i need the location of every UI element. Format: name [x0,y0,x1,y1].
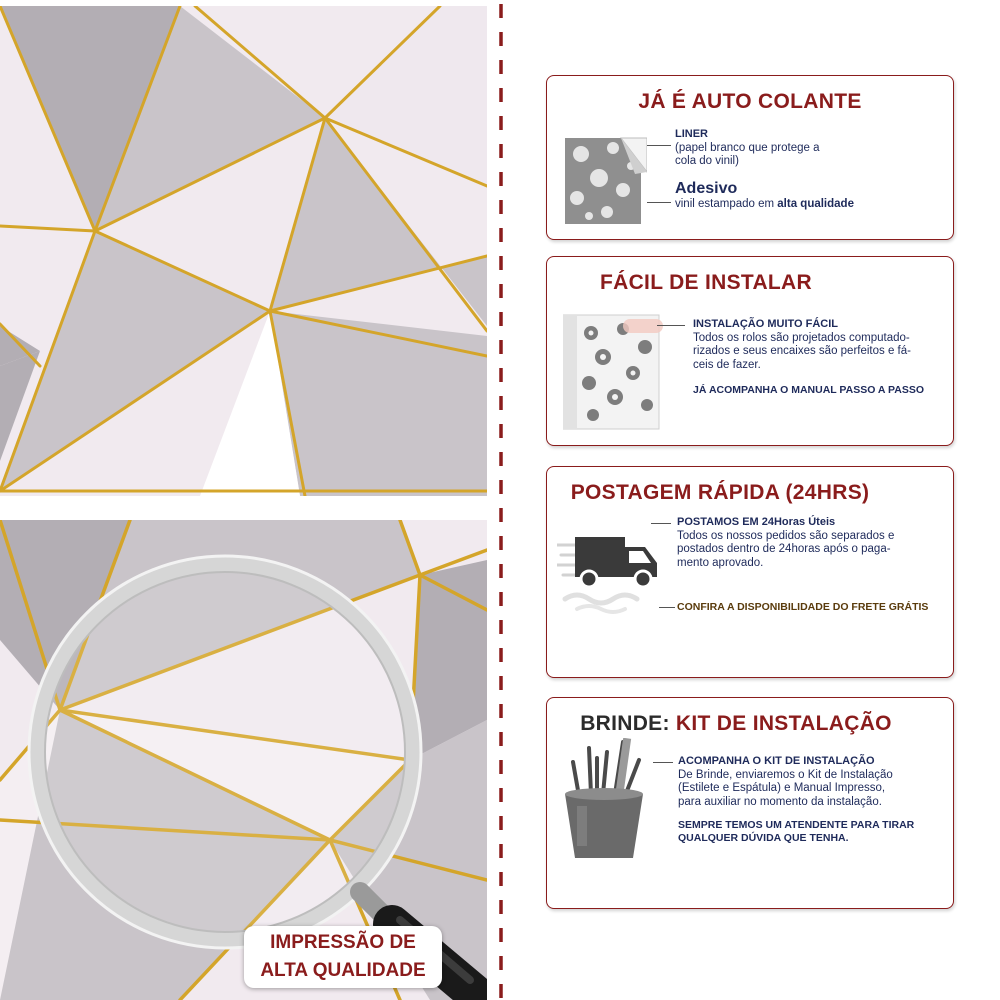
support-note-line: SEMPRE TEMOS UM ATENDENTE PARA TIRAR [678,819,915,831]
kit-title: ACOMPANHA O KIT DE INSTALAÇÃO [678,755,875,767]
card-self-adhesive [546,75,954,240]
dashed-divider [496,0,506,1000]
shipping-info [677,516,894,570]
wallpaper-roll-icon [563,313,667,431]
liner-info [675,128,820,169]
shipping-desc-line: Todos os nossos pedidos são separados e [677,529,895,542]
shipping-desc-line: postados dentro de 24horas após o paga- [677,543,891,555]
install-desc-line: ceis de fazer. [693,358,761,371]
card-title [533,712,939,736]
adhesive-info [675,179,854,212]
adhesive-desc-bold: alta qualidade [777,198,854,210]
liner-desc-line: (papel branco que protege a [675,141,820,154]
free-shipping-note: CONFIRA A DISPONIBILIDADE DO FRETE GRÁTIS [677,601,929,613]
adhesive-desc: vinil estampado em [675,198,778,210]
free-shipping-note-wrap [677,601,928,615]
card-installation-kit [546,697,954,909]
kit-desc-line: para auxiliar no momento da instalação. [678,795,882,808]
kit-desc-line: De Brinde, enviaremos o Kit de Instalação [678,768,893,781]
high-quality-print-badge [244,926,442,988]
card-title: JÁ É AUTO COLANTE [638,90,862,113]
geometric-pattern-image [0,6,487,496]
card-easy-install [546,256,954,446]
delivery-truck-icon [557,529,663,615]
badge-line: ALTA QUALIDADE [260,960,426,981]
liner-desc-line: cola do vinil) [675,155,739,167]
install-info [693,318,924,398]
card-title-main: KIT DE INSTALAÇÃO [669,712,892,735]
shipping-desc-line: mento aprovado. [677,556,764,569]
card-title: FÁCIL DE INSTALAR [600,271,812,294]
shipping-title: POSTAMOS EM 24Horas Úteis [677,516,836,528]
manual-note: JÁ ACOMPANHA O MANUAL PASSO A PASSO [693,384,925,396]
tools-cup-icon [557,738,653,862]
leader-line [647,202,671,203]
kit-info [678,755,914,845]
leader-line [651,523,671,524]
card-title-prefix: BRINDE: [580,712,670,735]
card-fast-shipping [546,466,954,678]
badge-line: IMPRESSÃO DE [270,932,416,953]
adhesive-title: Adesivo [675,180,738,197]
vinyl-sample-icon [563,134,647,226]
leader-line [653,762,673,763]
leader-line [659,607,675,608]
support-note-line: QUALQUER DÚVIDA QUE TENHA. [678,832,849,844]
install-title: INSTALAÇÃO MUITO FÁCIL [693,318,839,330]
install-desc-line: rizados e seus encaixes são perfeitos e fá- [693,345,911,357]
install-desc-line: Todos os rolos são projetados computado- [693,331,910,344]
pattern-preview-top [0,6,487,496]
card-title: POSTAGEM RÁPIDA (24HRS) [570,481,870,504]
leader-line [647,145,671,146]
liner-title: LINER [675,128,708,140]
kit-desc-line: (Estilete e Espátula) e Manual Impresso, [678,782,886,794]
leader-line [657,325,685,326]
